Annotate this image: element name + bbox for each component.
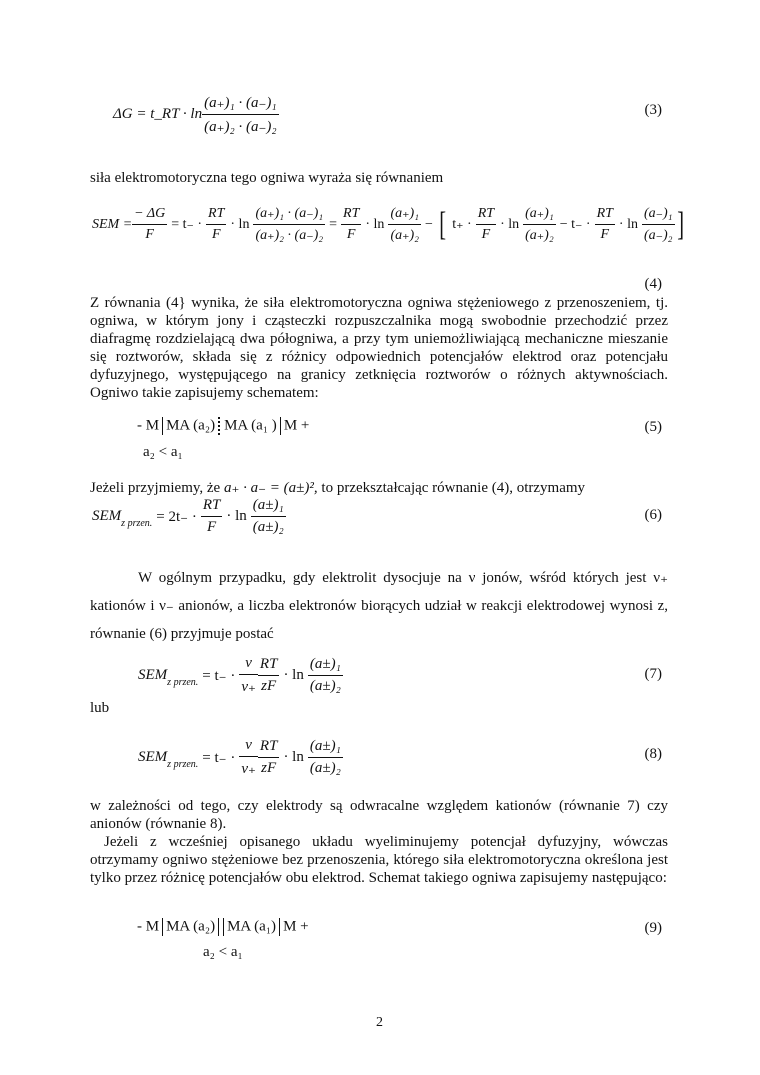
- paragraph-4: Jeżeli z wcześniej opisanego układu wyeliminujemy potencjał dyfuzyjny, wówczas otrzymamy ogniwo stężeniowe bez przenoszenia, którego siła elektromotoryczna określona jest tylko przez różnicę potencjałów obu elektrod. Schemat takiego ogniwa zapisujemy następująco:: [90, 834, 668, 886]
- eq4-tplus: t₊ ·: [452, 217, 472, 232]
- eq4-frac1: [132, 206, 167, 243]
- paragraph-2: W ogólnym przypadku, gdy elektrolit dysocjuje na ν jonów, wśród których jest ν₊ kationów i ν₋ anionów, a liczba elektronów biorących udział w reakcji elektrodowej wynosi z, równanie (6) przyjmuje postać: [90, 570, 668, 642]
- eq4-frac5: [388, 205, 421, 244]
- eq8-sub: z przen.: [167, 759, 199, 770]
- eq7-ln-den: (a±)₂: [309, 678, 341, 694]
- text2b: a₊ · a₋ = (a±)²,: [223, 480, 318, 496]
- scheme9-right: M +: [283, 918, 309, 935]
- text-line-1: siła elektromotoryczna tego ogniwa wyraża się równaniem: [90, 170, 444, 186]
- equation-8: [138, 737, 343, 778]
- scheme5-right: M +: [283, 417, 310, 434]
- scheme5-left: - M: [137, 417, 160, 434]
- eq4-frac2: [206, 206, 226, 243]
- eq4-frac7: [523, 205, 556, 244]
- eq4-frac8-den: F: [600, 227, 610, 242]
- eq6-ln: · ln: [226, 508, 247, 524]
- eq8-lhs: SEM: [138, 749, 168, 765]
- equation-6: [92, 497, 286, 536]
- text-lub: lub: [90, 700, 110, 716]
- eq4-ln2: · ln: [365, 216, 385, 232]
- eq4-frac2-den: F: [211, 227, 221, 242]
- eq4-frac8-num: RT: [595, 206, 615, 225]
- eq6-frac-num: RT: [201, 497, 223, 517]
- eq8-ln-num: (a±)₁: [308, 738, 343, 758]
- eq6-sub: z przen.: [121, 518, 153, 529]
- eq3-denominator: (a₊)₂ · (a₋)₂: [204, 119, 277, 135]
- eq4-frac3-den: (a₊)₂ · (a₋)₂: [255, 228, 324, 243]
- eq4-frac3: [253, 205, 325, 244]
- page-number: 2: [376, 1015, 383, 1030]
- eq8-v-num: ν: [239, 737, 258, 757]
- eq3-lhs: ΔG = t_RT · ln: [113, 106, 203, 122]
- salt-bridge-double-bar-icon: [218, 918, 224, 936]
- eq7-label: (7): [644, 666, 662, 682]
- eq4-frac5-num: (a₊)₁: [388, 205, 421, 225]
- eq7-lnfrac: [308, 656, 343, 695]
- eq6-label: (6): [644, 507, 662, 523]
- eq8-lnfrac: [308, 738, 343, 777]
- eq8-frac: [258, 738, 280, 777]
- text2a: Jeżeli przyjmiemy, że: [90, 480, 221, 496]
- scheme9-left: - M: [137, 918, 160, 935]
- scheme-9: [137, 918, 309, 936]
- eq4-frac4-den: F: [346, 227, 356, 242]
- eq4-left-bracket-icon: [: [439, 205, 446, 243]
- eq6-ln-num: (a±)₁: [251, 497, 286, 517]
- eq4-frac7-num: (a₊)₁: [523, 205, 556, 225]
- scheme5-ma1: MA (a₁ ): [224, 417, 277, 434]
- eq4-ln1: · ln: [230, 216, 250, 232]
- eq4-frac4: [341, 206, 361, 243]
- eq4-frac5-den: (a₊)₂: [390, 228, 420, 243]
- eq7-ln: · ln: [283, 667, 304, 683]
- paragraph-3: w zależności od tego, czy elektrody są odwracalne względem kationów (równanie 7) czy anionów (równanie 8).: [90, 798, 668, 832]
- eq4-right-bracket-icon: ]: [676, 205, 684, 243]
- eq7-frac-num: RT: [258, 656, 280, 676]
- electrode-bar-icon: [162, 417, 163, 435]
- eq4-label: (4): [644, 276, 662, 292]
- eq3-label: (3): [644, 102, 662, 118]
- equation-7: [138, 655, 343, 696]
- scheme5-ma2: MA (a₂): [166, 417, 216, 434]
- diaphragm-dotted-icon: [218, 417, 221, 435]
- eq4-frac1-den: F: [145, 227, 154, 242]
- eq3-numerator: (a₊)₁ · (a₋)₁: [202, 93, 279, 115]
- eq4-mid: − t₋ ·: [559, 217, 591, 232]
- paragraph-1: Z równania (4} wynika, że siła elektromotoryczna ogniwa stężeniowego z przenoszeniem, tj. ogniwa, w którym jony i cząsteczki rozpuszczalnika mogą swobodnie przechodzić przez diafragmę rozdzielającą dwa półogniwa, a przy tym uniemożliwiającą mechaniczne mieszanie się roztworów, składa się z różnicy odpowiednich potencjałów elektrod oraz potencjału dyfuzyjnego, występującego na granicy zetknięcia roztworów o różnych aktywnościach. Ogniwo takie zapisujemy schematem:: [90, 295, 668, 401]
- eq7-ln-num: (a±)₁: [308, 656, 343, 676]
- eq3-fraction: [202, 93, 279, 136]
- eq7-lhs: SEM: [138, 667, 168, 683]
- eq4-frac9-den: (a₋)₂: [643, 228, 673, 243]
- eq6-frac: [201, 497, 223, 536]
- eq4-frac1-num: − ΔG: [132, 206, 167, 225]
- eq4-eq2: =: [329, 216, 338, 232]
- eq7-frac: [258, 656, 280, 695]
- eq4-ln3: · ln: [500, 216, 520, 232]
- eq4-eq1: = t₋ ·: [171, 217, 203, 232]
- eq8-ln-den: (a±)₂: [309, 760, 341, 776]
- eq8-label: (8): [644, 746, 662, 762]
- eq4-frac8: [595, 206, 615, 243]
- electrode-bar-icon: [162, 918, 163, 936]
- eq4-frac4-num: RT: [341, 206, 361, 225]
- scheme5-label: (5): [644, 419, 662, 435]
- text2c: to przekształcając równanie (4), otrzymamy: [321, 480, 586, 496]
- eq7-sub: z przen.: [167, 677, 199, 688]
- eq6-lhs: SEM: [92, 508, 122, 524]
- eq8-ln: · ln: [283, 749, 304, 765]
- eq8-v-den: ν₊: [241, 761, 256, 777]
- equation-3: [113, 93, 279, 136]
- eq4-frac6-num: RT: [476, 206, 496, 225]
- scheme9-ma2: MA (a₂): [166, 918, 216, 935]
- eq8-frac-den: zF: [261, 760, 277, 776]
- eq6-mid: = 2t₋ ·: [156, 509, 197, 525]
- eq6-ln-den: (a±)₂: [252, 519, 284, 535]
- text-line-2: [90, 478, 585, 497]
- eq7-frac-den: zF: [261, 678, 277, 694]
- equation-4: [92, 205, 686, 244]
- eq7-v-num: ν: [239, 655, 258, 675]
- eq6-frac-den: F: [207, 519, 217, 535]
- eq7-vfrac: [239, 655, 258, 696]
- eq8-frac-num: RT: [258, 738, 280, 758]
- scheme9-condition: a₂ < a₁: [203, 944, 243, 960]
- eq6-lnfrac: [251, 497, 286, 536]
- eq8-mid: = t₋ ·: [202, 750, 236, 766]
- scheme5-condition: a₂ < a₁: [143, 444, 183, 460]
- eq4-frac6-den: F: [481, 227, 491, 242]
- eq4-frac6: [476, 206, 496, 243]
- eq4-ln4: · ln: [618, 216, 638, 232]
- electrode-bar-icon: [279, 918, 280, 936]
- electrode-bar-icon: [280, 417, 281, 435]
- eq4-minus: −: [425, 216, 433, 232]
- eq7-v-den: ν₊: [241, 679, 256, 695]
- eq4-frac9: [642, 205, 675, 244]
- eq4-frac9-num: (a₋)₁: [642, 205, 675, 225]
- eq4-frac7-den: (a₊)₂: [525, 228, 554, 243]
- eq4-frac3-num: (a₊)₁ · (a₋)₁: [253, 205, 325, 225]
- eq4-sem: SEM =: [92, 216, 133, 232]
- eq8-vfrac: [239, 737, 258, 778]
- scheme-5: [137, 417, 309, 435]
- eq7-mid: = t₋ ·: [202, 668, 236, 684]
- scheme9-label: (9): [644, 920, 662, 936]
- scheme9-ma1: MA (a₁): [227, 918, 277, 935]
- eq4-frac2-num: RT: [206, 206, 226, 225]
